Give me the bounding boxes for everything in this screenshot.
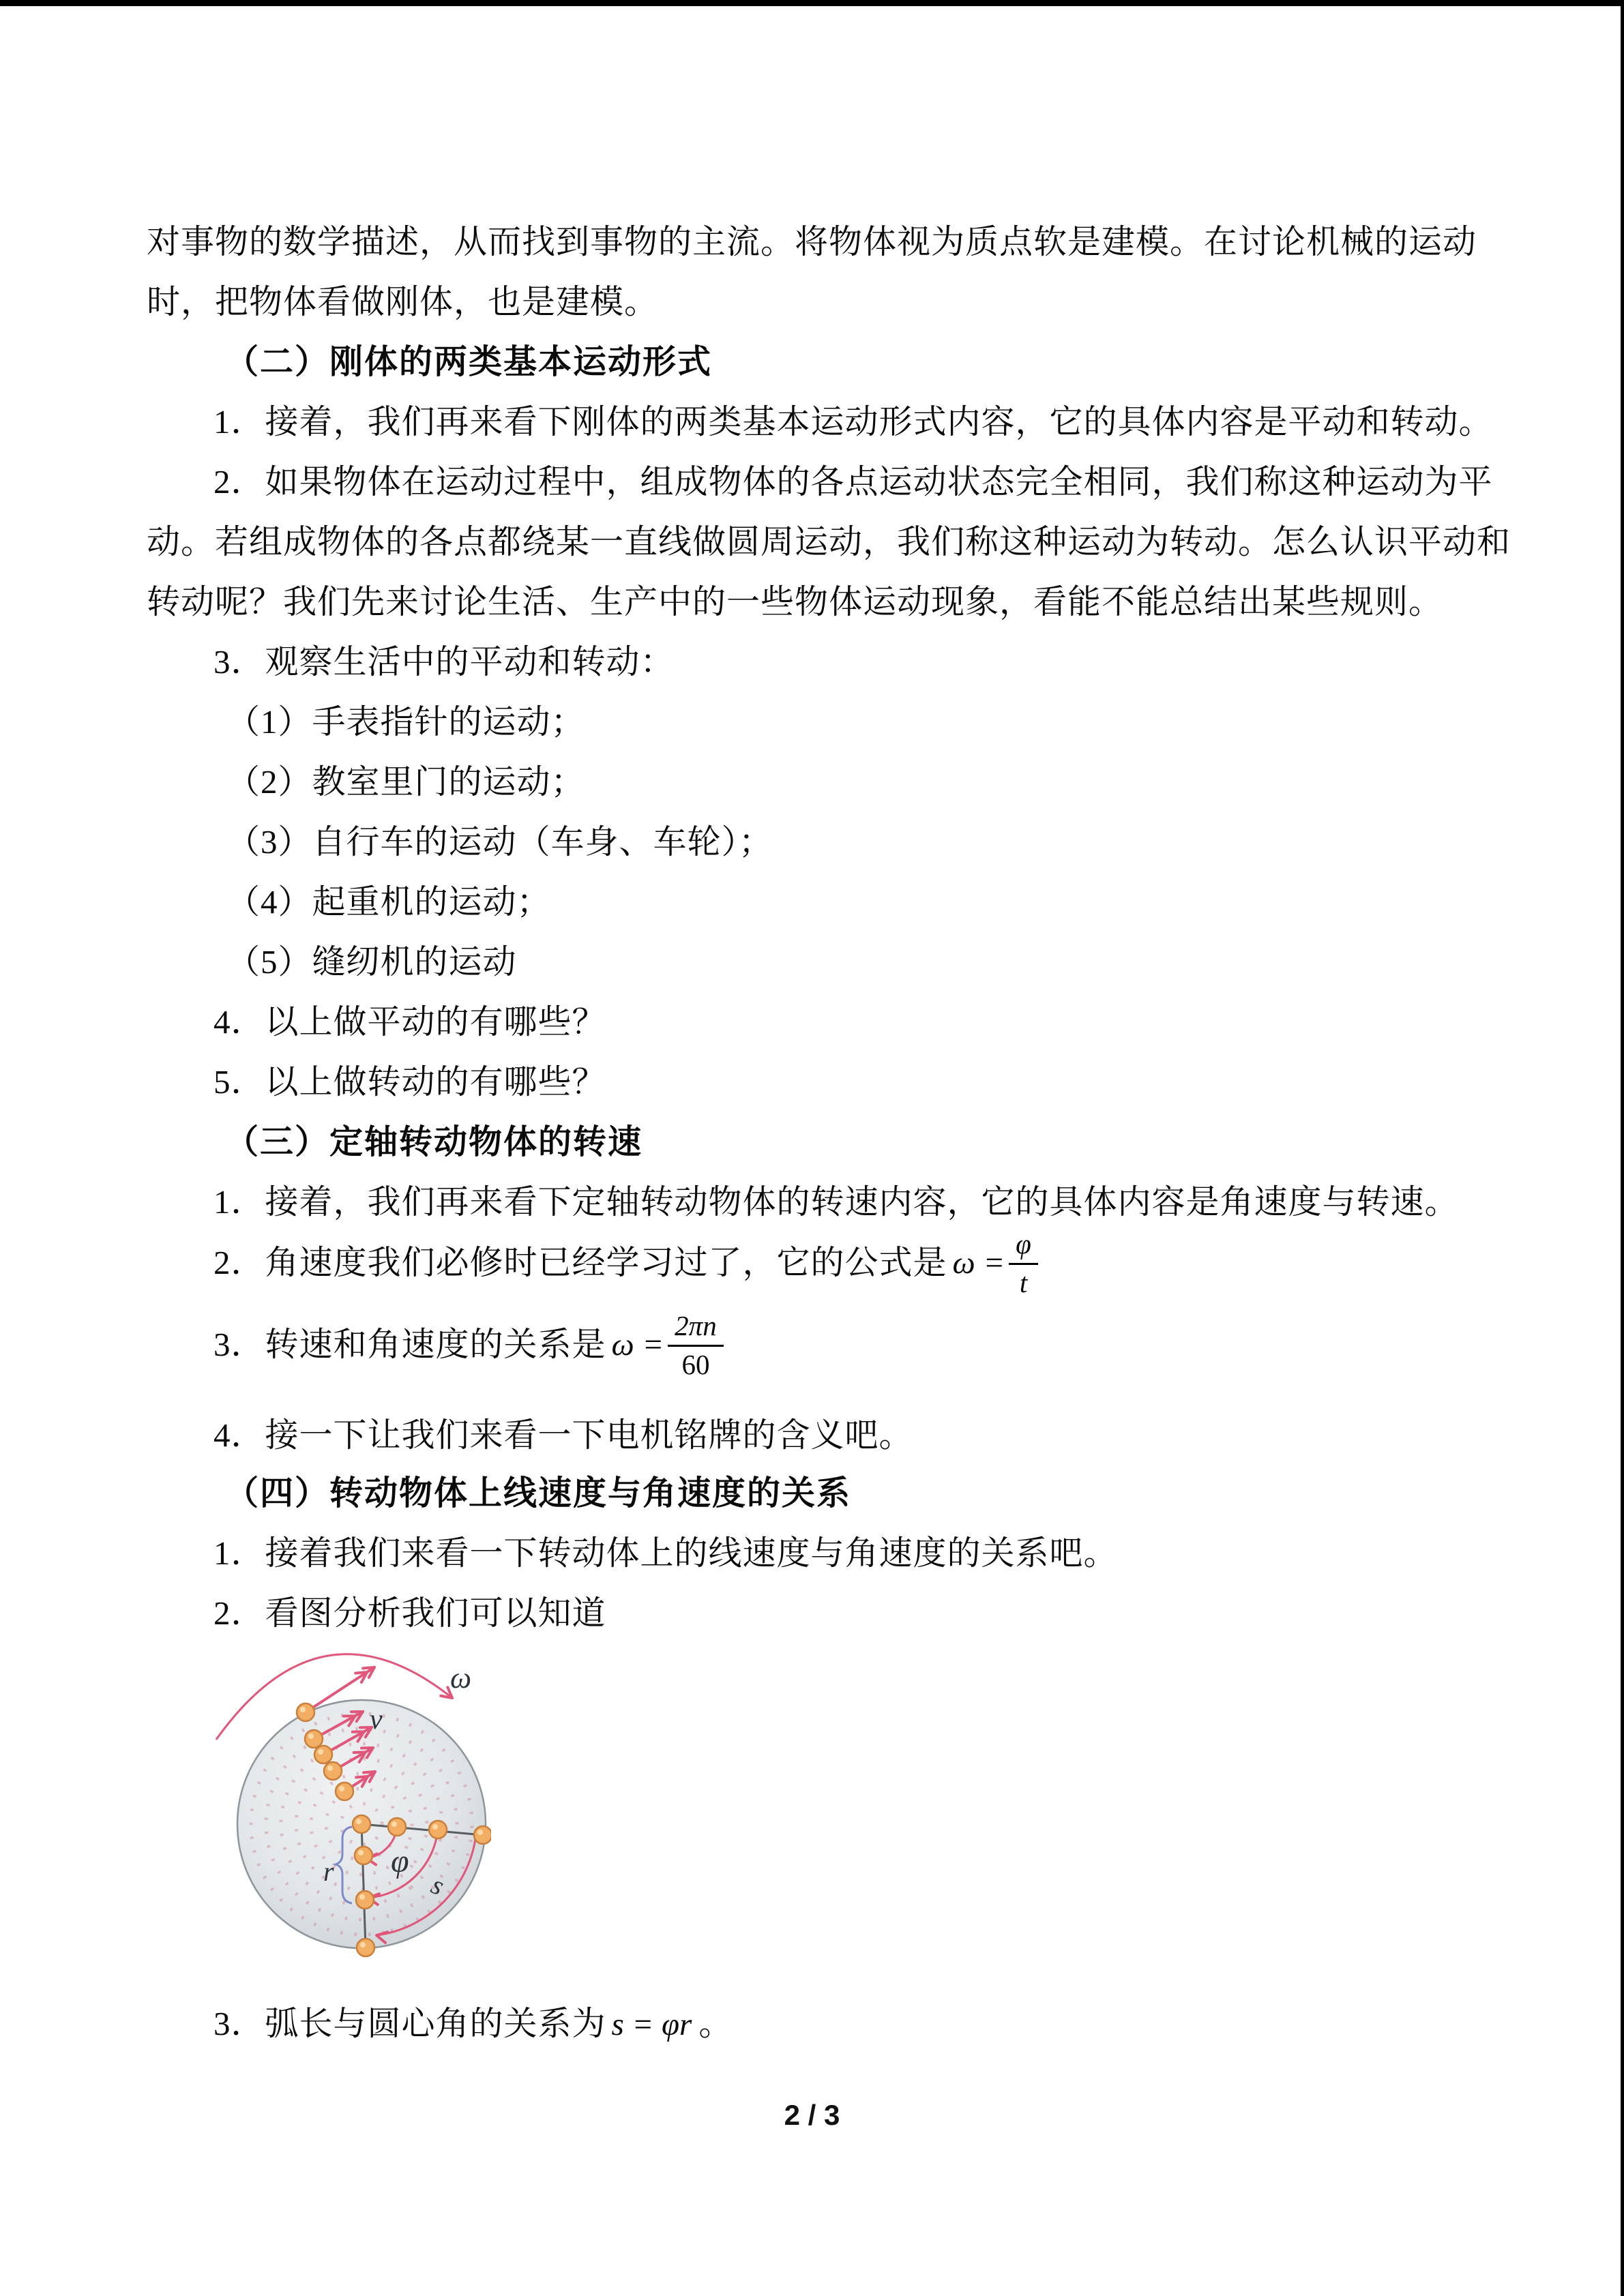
- r-label: r: [323, 1856, 334, 1887]
- fraction-denominator: t: [1019, 1266, 1028, 1298]
- text-line: 5．以上做转动的有哪些？: [213, 1063, 606, 1101]
- text-line: 4．以上做平动的有哪些？: [213, 1003, 606, 1041]
- fraction: [668, 1310, 724, 1379]
- omega-label: ω: [450, 1661, 472, 1695]
- particle-ball: [297, 1703, 314, 1721]
- formula-text: 2．角速度我们必修时已经学习过了，它的公式是: [213, 1244, 947, 1281]
- math-variable: ω =: [952, 1245, 1005, 1281]
- formula-text: 3．转速和角速度的关系是: [213, 1326, 606, 1363]
- text-line: 1．接着，我们再来看下定轴转动物体的转速内容，它的具体内容是角速度与转速。: [213, 1183, 1459, 1221]
- heading-line: （二）刚体的两类基本运动形式: [225, 344, 713, 381]
- text-line: （2）教室里门的运动；: [226, 763, 585, 801]
- particle-ball: [429, 1821, 447, 1838]
- particle-ball: [357, 1939, 374, 1956]
- text-line: 时，把物体看做刚体，也是建模。: [147, 283, 659, 320]
- text-line: 2．看图分析我们可以知道: [213, 1594, 606, 1632]
- formula-text: 3．弧长与圆心角的关系为: [213, 2005, 606, 2042]
- math-variable: s = φr: [611, 2007, 692, 2042]
- particle-ball: [355, 1847, 372, 1864]
- fraction-numerator: 2πn: [668, 1310, 724, 1346]
- heading-line: （三）定轴转动物体的转速: [225, 1124, 643, 1161]
- text-line: 1．接着，我们再来看下刚体的两类基本运动形式内容，它的具体内容是平动和转动。: [213, 403, 1493, 441]
- text-line: [213, 1219, 1038, 1307]
- text-line: 动。若组成物体的各点都绕某一直线做圆周运动，我们称这种运动为转动。怎么认识平动和: [147, 523, 1511, 561]
- text-line: （5）缝纫机的运动: [226, 943, 517, 981]
- particle-ball: [474, 1826, 491, 1844]
- formula-text-post: 。: [698, 2005, 733, 2042]
- text-line: 2．如果物体在运动过程中，组成物体的各点运动状态完全相同，我们称这种运动为平: [213, 463, 1493, 501]
- text-line: （1）手表指针的运动；: [226, 703, 585, 741]
- scan-top-bar: [0, 0, 1624, 6]
- text-line: 4．接一下让我们来看一下电机铭牌的含义吧。: [213, 1416, 913, 1454]
- fraction-numerator: φ: [1009, 1228, 1038, 1264]
- text-line: [213, 1300, 724, 1389]
- text-line: 转动呢？我们先来讨论生活、生产中的一些物体运动现象，看能不能总结出某些规则。: [147, 583, 1443, 621]
- s-label: s: [426, 1868, 449, 1902]
- text-line: 3．观察生活中的平动和转动：: [213, 643, 675, 681]
- phi-label: φ: [391, 1843, 409, 1879]
- v-label: v: [370, 1704, 383, 1735]
- particle-ball: [314, 1746, 332, 1763]
- text-line: [213, 2003, 733, 2045]
- fraction: [1009, 1228, 1038, 1297]
- particle-ball: [336, 1783, 353, 1800]
- text-line: 对事物的数学描述，从而找到事物的主流。将物体视为质点软是建模。在讨论机械的运动: [147, 223, 1477, 260]
- particle-ball: [356, 1891, 374, 1909]
- page-number: 2 / 3: [784, 2099, 840, 2131]
- fraction-denominator: 60: [681, 1348, 710, 1380]
- scan-right-edge: [1621, 0, 1624, 2296]
- rotation-disc-figure: [198, 1645, 491, 1966]
- math-variable: ω =: [611, 1327, 664, 1362]
- rotation-disc-svg: [198, 1645, 491, 1966]
- particle-ball: [305, 1730, 323, 1748]
- particle-ball: [324, 1762, 342, 1780]
- text-line: （4）起重机的运动；: [226, 883, 551, 921]
- particle-ball: [388, 1818, 406, 1836]
- text-line: （3）自行车的运动（车身、车轮）；: [226, 823, 773, 861]
- text-line: 1．接着我们来看一下转动体上的线速度与角速度的关系吧。: [213, 1534, 1118, 1572]
- particle-ball: [353, 1815, 370, 1833]
- heading-line: （四）转动物体上线速度与角速度的关系: [225, 1475, 852, 1512]
